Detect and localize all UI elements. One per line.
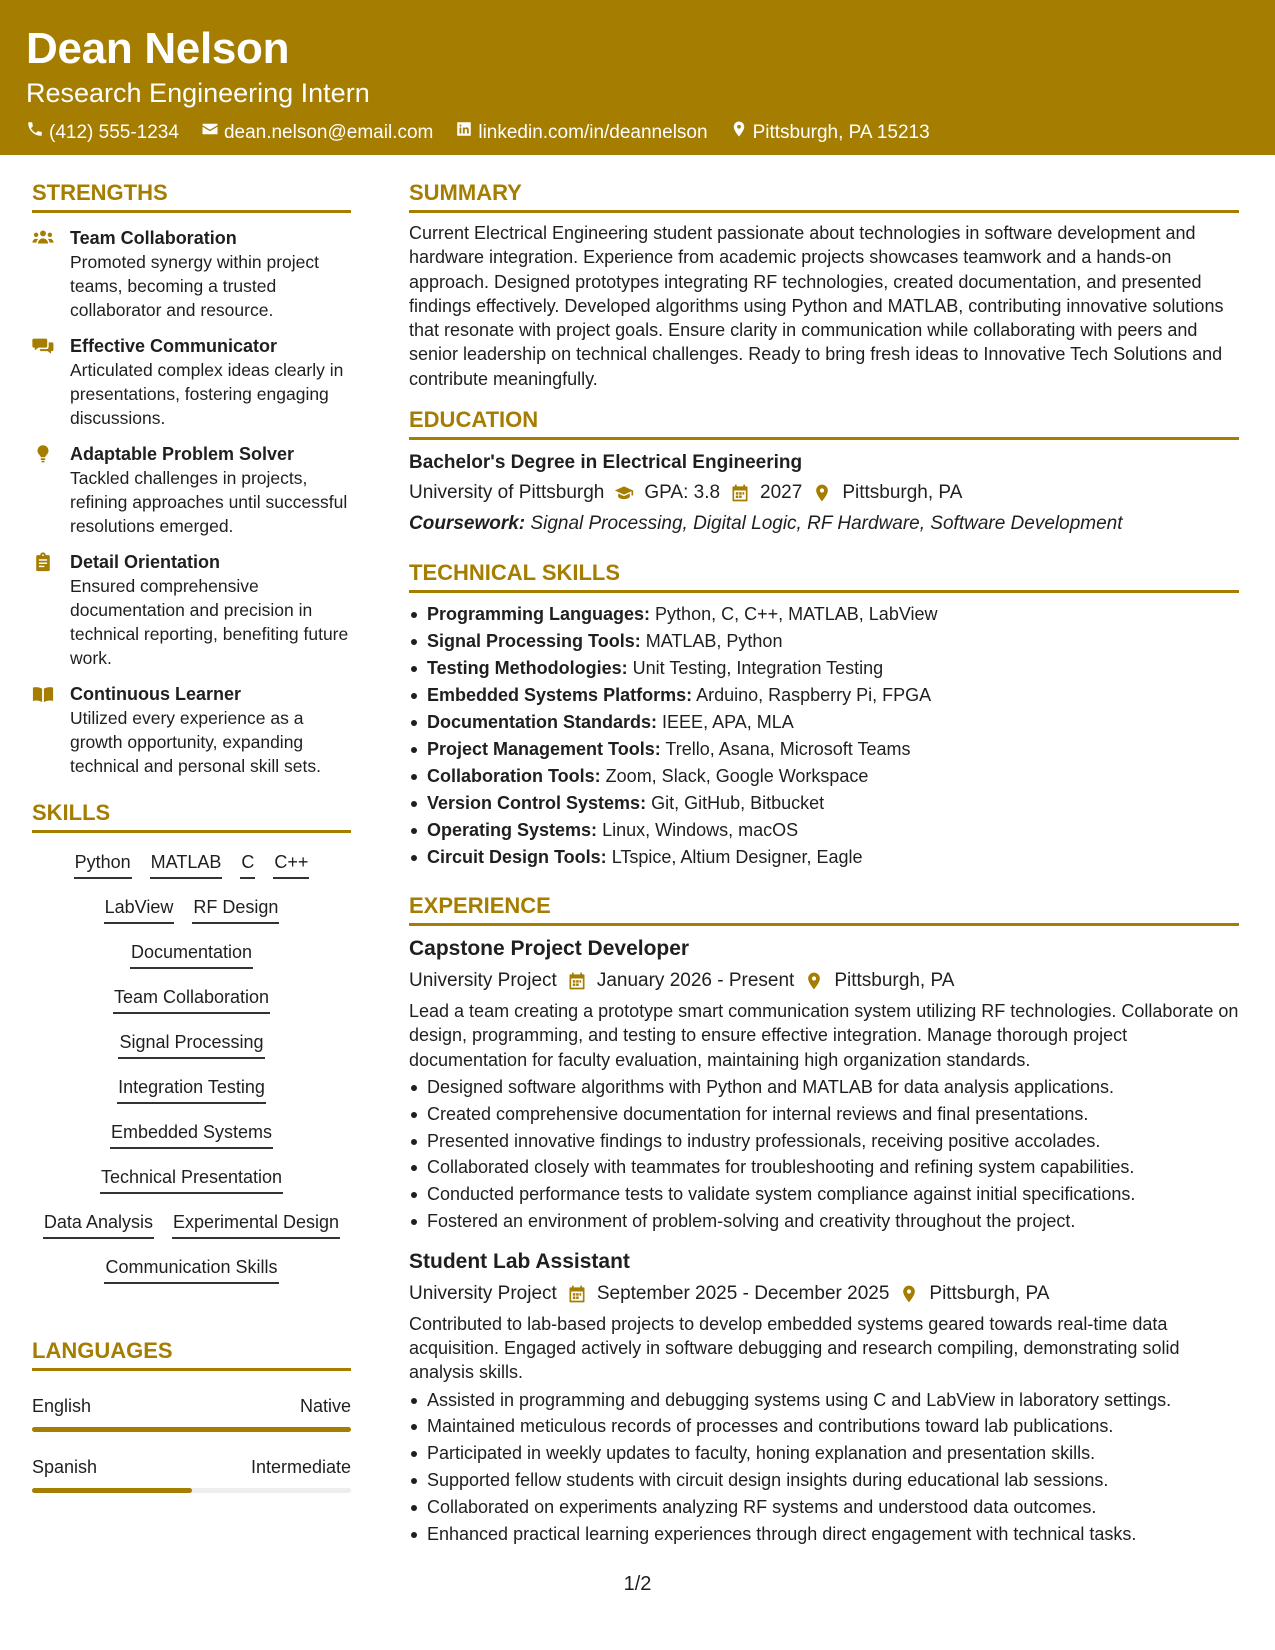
contact-bar [26,120,1249,145]
gpa-text: GPA: 3.8 [644,482,721,504]
list-item: Conducted performance tests to validate system compliance against initial specifications. [409,1181,1239,1208]
list-item [409,790,1239,817]
skill-tag: Communication Skills [104,1254,278,1284]
job-bullets [409,1074,1239,1235]
list-item [409,763,1239,790]
calendar-icon [567,971,587,991]
candidate-role: Research Engineering Intern [26,78,370,108]
skill-tag: Python [74,849,132,879]
strength-item [32,550,351,670]
skill-tag: LabView [104,894,175,924]
job-title: Student Lab Assistant [409,1249,630,1273]
skill-category: Embedded Systems Platforms: [427,685,693,706]
left-column [32,155,351,1493]
candidate-name: Dean Nelson [26,24,290,73]
job-description: Lead a team creating a prototype smart communication system utilizing RF technologies. Collaborate on design, programming, and testing to ensure effective integration. Manage thorough project documentation for faculty evaluation, maintaining high organization standards. [409,1001,1239,1070]
skill-tag: Signal Processing [118,1029,264,1059]
skill-values: Git, GitHub, Bitbucket [651,793,825,814]
list-item: Participated in weekly updates to faculty, honing explanation and presentation skills. [409,1440,1239,1467]
skill-category: Project Management Tools: [427,739,661,760]
language-bar-fill [32,1488,192,1493]
skill-tag: C++ [273,849,309,879]
job-entry [409,1247,1239,1548]
language-item [32,1394,351,1432]
list-item: Maintained meticulous records of processes and contributions toward lab publications. [409,1413,1239,1440]
map-pin-icon [804,971,824,991]
list-item [409,601,1239,628]
school-name: University of Pittsburgh [409,482,605,504]
list-item: Collaborated closely with teammates for troubleshooting and refining system capabilities. [409,1154,1239,1181]
skill-tag: Team Collaboration [113,984,270,1014]
skill-values: Unit Testing, Integration Testing [632,658,884,679]
skill-values: LTspice, Altium Designer, Eagle [611,847,863,868]
list-item: Designed software algorithms with Python and MATLAB for data analysis applications. [409,1074,1239,1101]
skill-tag: C [240,849,255,879]
linkedin-text: linkedin.com/in/deannelson [478,121,708,143]
coursework-list: Signal Processing, Digital Logic, RF Hardware, Software Development [530,513,1123,535]
job-location: Pittsburgh, PA [834,970,955,992]
skill-category: Circuit Design Tools: [427,847,607,868]
strength-desc: Articulated complex ideas clearly in presentations, fostering engaging discussions. [70,360,344,428]
skills-title: SKILLS [32,798,351,833]
list-item: Supported fellow students with circuit design insights during educational lab sessions. [409,1467,1239,1494]
comments-icon [32,334,70,430]
skill-tag-row [32,849,351,894]
job-title: Capstone Project Developer [409,937,690,961]
map-pin-icon [899,1284,919,1304]
list-item [409,682,1239,709]
languages-title: LANGUAGES [32,1336,351,1371]
experience-title: EXPERIENCE [409,891,1239,926]
coursework-label: Coursework: [409,513,526,535]
strengths-list [32,226,351,778]
strengths-section [32,178,351,778]
strength-item [32,226,351,322]
strength-title: Effective Communicator [70,336,278,356]
skill-tag-row [32,1029,351,1074]
job-org: University Project [409,970,557,992]
skill-tag: Documentation [130,939,253,969]
email-text: dean.nelson@email.com [223,121,434,143]
technical-skills-section [409,558,1239,871]
contact-location [730,120,930,145]
summary-title: SUMMARY [409,178,1239,213]
language-level: Native [299,1396,351,1416]
list-item: Assisted in programming and debugging systems using C and LabView in laboratory settings. [409,1387,1239,1414]
envelope-icon [201,120,219,145]
list-item: Created comprehensive documentation for internal reviews and final presentations. [409,1101,1239,1128]
linkedin-icon [455,120,473,145]
list-item: Collaborated on experiments analyzing RF systems and understood data outcomes. [409,1494,1239,1521]
strength-desc: Tackled challenges in projects, refining approaches until successful resolutions emerged. [70,468,348,536]
skill-category: Operating Systems: [427,820,598,841]
summary-text: Current Electrical Engineering student passionate about technologies in software development and hardware integration. Experience from academic projects showcases teamwork and a hands-on approach. Designed prototypes integrating RF technologies, created documentation, and presented findings effectively. Developed algorithms using Python and MATLAB, contributing innovative solutions that resonate with project goals. Ensure clarity in communication while collaborating with peers and senior leadership on technical challenges. Ready to bring fresh ideas to Innovative Tech Solutions and contribute meaningfully. [409,223,1224,389]
lightbulb-icon [32,442,70,538]
skill-tag-row [32,984,351,1029]
language-bar [32,1427,351,1432]
list-item: Presented innovative findings to industry professionals, receiving positive accolades. [409,1128,1239,1155]
language-name: English [32,1396,92,1416]
graduation-cap-icon [614,483,634,503]
job-bullets [409,1387,1239,1548]
skill-tag-row [32,1164,351,1209]
list-item: Fostered an environment of problem-solving and creativity throughout the project. [409,1208,1239,1235]
education-meta [409,479,1239,507]
phone-icon [26,120,44,145]
skill-tag: Experimental Design [172,1209,340,1239]
degree-title: Bachelor's Degree in Electrical Engineering [409,452,803,474]
technical-skills-list [409,601,1239,871]
skill-tag-row [32,1074,351,1119]
strength-item [32,682,351,778]
list-item [409,709,1239,736]
skill-category: Collaboration Tools: [427,766,601,787]
job-meta [409,1280,1239,1308]
job-meta [409,967,1239,995]
education-title: EDUCATION [409,405,1239,440]
skill-tag-row [32,894,351,939]
skill-values: Linux, Windows, macOS [602,820,799,841]
skill-tag: Embedded Systems [110,1119,273,1149]
contact-email[interactable] [201,120,433,145]
skill-tag: MATLAB [150,849,223,879]
job-dates: January 2026 - Present [596,970,795,992]
list-item: Enhanced practical learning experiences through direct engagement with technical tasks. [409,1521,1239,1548]
job-description: Contributed to lab-based projects to develop embedded systems geared towards real-time data acquisition. Engaged actively in software debugging and research compiling, demonstrating solid analysis skills. [409,1313,1180,1383]
skill-category: Documentation Standards: [427,712,658,733]
strength-title: Detail Orientation [70,552,221,572]
strength-title: Adaptable Problem Solver [70,444,295,464]
right-column [409,155,1239,1547]
list-item [409,844,1239,871]
list-item [409,736,1239,763]
job-entry [409,934,1239,1235]
languages-section [32,1336,351,1493]
book-icon [32,682,70,778]
users-icon [32,226,70,322]
skill-tag: RF Design [192,894,279,924]
strength-item [32,442,351,538]
skill-tag: Data Analysis [43,1209,154,1239]
resume-header [0,0,1275,155]
calendar-icon [567,1284,587,1304]
education-section [409,405,1239,538]
contact-phone[interactable] [26,120,179,145]
strength-title: Team Collaboration [70,228,237,248]
strengths-title: STRENGTHS [32,178,351,213]
strength-desc: Ensured comprehensive documentation and precision in technical reporting, benefiting future work. [70,576,349,668]
strength-item [32,334,351,430]
page-number: 1/2 [623,1573,652,1595]
skill-tag-row [32,1209,351,1254]
clipboard-icon [32,550,70,670]
skill-category: Signal Processing Tools: [427,631,641,652]
strength-desc: Utilized every experience as a growth opportunity, expanding technical and personal skill sets. [70,708,321,776]
location-text: Pittsburgh, PA 15213 [752,121,930,143]
calendar-icon [730,483,750,503]
technical-skills-title: TECHNICAL SKILLS [409,558,1239,593]
coursework [409,510,1239,538]
job-location: Pittsburgh, PA [929,1282,1050,1304]
list-item [409,628,1239,655]
skill-tag: Technical Presentation [100,1164,283,1194]
language-name: Spanish [32,1457,98,1477]
skill-values: Arduino, Raspberry Pi, FPGA [696,685,932,706]
language-bar-fill [32,1427,351,1432]
graduation-year: 2027 [760,482,803,504]
experience-section [409,891,1239,1547]
skill-values: MATLAB, Python [645,631,783,652]
skill-values: IEEE, APA, MLA [662,712,794,733]
skill-tag-row [32,1119,351,1164]
school-location: Pittsburgh, PA [842,482,963,504]
skill-category: Version Control Systems: [427,793,647,814]
summary-section [409,178,1239,391]
map-pin-icon [730,120,748,145]
skills-section [32,798,351,1299]
skill-values: Zoom, Slack, Google Workspace [605,766,869,787]
skill-values: Python, C, C++, MATLAB, LabView [655,604,938,625]
contact-linkedin[interactable] [455,120,707,145]
map-pin-icon [812,483,832,503]
skill-tags [32,849,351,1299]
list-item [409,655,1239,682]
job-org: University Project [409,1282,557,1304]
skill-tag-row [32,1254,351,1299]
language-item [32,1455,351,1493]
list-item [409,817,1239,844]
language-level: Intermediate [250,1457,351,1477]
strength-title: Continuous Learner [70,684,242,704]
strength-desc: Promoted synergy within project teams, becoming a trusted collaborator and resource. [70,252,319,320]
skill-category: Testing Methodologies: [427,658,628,679]
phone-text: (412) 555-1234 [49,121,179,143]
skill-values: Trello, Asana, Microsoft Teams [665,739,911,760]
skill-category: Programming Languages: [427,604,651,625]
language-bar [32,1488,351,1493]
skill-tag: Integration Testing [117,1074,266,1104]
job-dates: September 2025 - December 2025 [596,1282,890,1304]
skill-tag-row [32,939,351,984]
